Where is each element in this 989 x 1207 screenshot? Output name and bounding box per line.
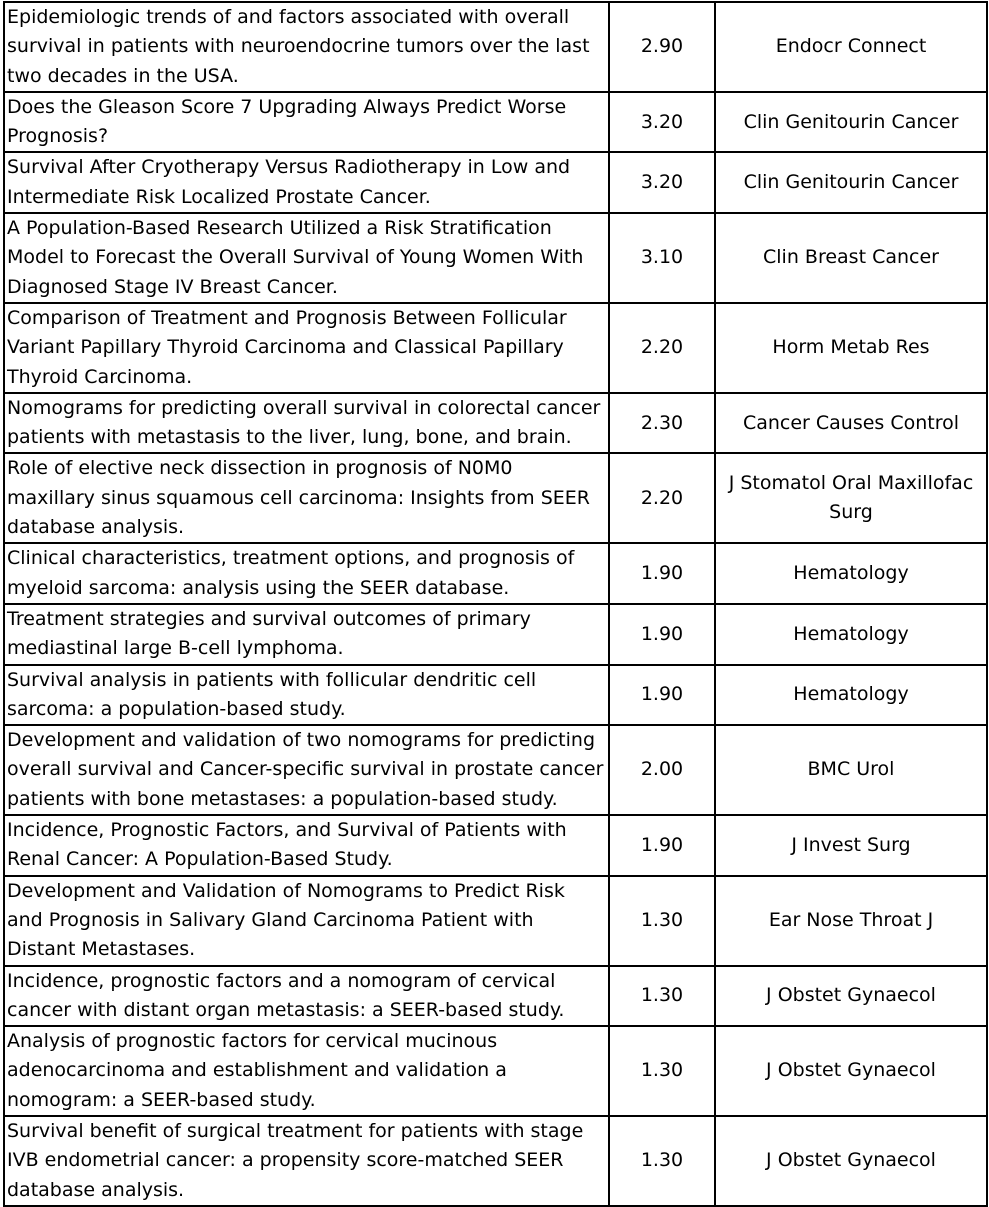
title-cell: Analysis of prognostic factors for cervical mucinous adenocarcinoma and establishment and validation a nomogram: a SEER-based study. <box>4 1026 609 1116</box>
impact-factor-cell: 2.20 <box>609 453 715 543</box>
title-cell: A Population-Based Research Utilized a Risk Stratification Model to Forecast the Overall Survival of Young Women With Diagnosed Stage IV Breast Cancer. <box>4 213 609 303</box>
impact-factor-cell: 1.90 <box>609 543 715 604</box>
table-row <box>4 966 987 1027</box>
impact-factor-cell: 1.30 <box>609 1116 715 1206</box>
impact-factor-cell: 2.30 <box>609 393 715 454</box>
impact-factor-cell: 3.20 <box>609 92 715 153</box>
journal-cell: Clin Genitourin Cancer <box>715 152 987 213</box>
title-cell: Clinical characteristics, treatment options, and prognosis of myeloid sarcoma: analysis using the SEER database. <box>4 543 609 604</box>
journal-cell: Cancer Causes Control <box>715 393 987 454</box>
title-cell: Comparison of Treatment and Prognosis Between Follicular Variant Papillary Thyroid Carcinoma and Classical Papillary Thyroid Carcinoma. <box>4 303 609 393</box>
impact-factor-cell: 3.10 <box>609 213 715 303</box>
journal-cell: Clin Breast Cancer <box>715 213 987 303</box>
publication-table-body <box>4 2 987 1206</box>
impact-factor-cell: 1.30 <box>609 876 715 966</box>
impact-factor-cell: 1.30 <box>609 1026 715 1116</box>
title-cell: Role of elective neck dissection in prognosis of N0M0 maxillary sinus squamous cell carcinoma: Insights from SEER database analysis. <box>4 453 609 543</box>
journal-cell: J Obstet Gynaecol <box>715 1026 987 1116</box>
journal-cell: BMC Urol <box>715 725 987 815</box>
impact-factor-cell: 1.30 <box>609 966 715 1027</box>
impact-factor-cell: 1.90 <box>609 815 715 876</box>
table-row <box>4 152 987 213</box>
journal-cell: J Stomatol Oral Maxillofac Surg <box>715 453 987 543</box>
title-cell: Incidence, prognostic factors and a nomogram of cervical cancer with distant organ metastasis: a SEER-based study. <box>4 966 609 1027</box>
title-cell: Incidence, Prognostic Factors, and Survival of Patients with Renal Cancer: A Population-Based Study. <box>4 815 609 876</box>
table-row <box>4 453 987 543</box>
impact-factor-cell: 3.20 <box>609 152 715 213</box>
title-cell: Nomograms for predicting overall survival in colorectal cancer patients with metastasis to the liver, lung, bone, and brain. <box>4 393 609 454</box>
impact-factor-cell: 2.90 <box>609 2 715 92</box>
table-row <box>4 543 987 604</box>
table-row <box>4 213 987 303</box>
impact-factor-cell: 1.90 <box>609 665 715 726</box>
journal-cell: J Obstet Gynaecol <box>715 966 987 1027</box>
journal-cell: J Invest Surg <box>715 815 987 876</box>
title-cell: Survival benefit of surgical treatment for patients with stage IVB endometrial cancer: a propensity score-matched SEER database analysis. <box>4 1116 609 1206</box>
title-cell: Survival After Cryotherapy Versus Radiotherapy in Low and Intermediate Risk Localized Prostate Cancer. <box>4 152 609 213</box>
table-row <box>4 725 987 815</box>
impact-factor-cell: 2.00 <box>609 725 715 815</box>
table-row <box>4 92 987 153</box>
table-row <box>4 303 987 393</box>
table-row <box>4 604 987 665</box>
title-cell: Survival analysis in patients with follicular dendritic cell sarcoma: a population-based study. <box>4 665 609 726</box>
journal-cell: J Obstet Gynaecol <box>715 1116 987 1206</box>
title-cell: Development and Validation of Nomograms to Predict Risk and Prognosis in Salivary Gland Carcinoma Patient with Distant Metastases. <box>4 876 609 966</box>
impact-factor-cell: 1.90 <box>609 604 715 665</box>
impact-factor-cell: 2.20 <box>609 303 715 393</box>
table-row <box>4 393 987 454</box>
title-cell: Does the Gleason Score 7 Upgrading Always Predict Worse Prognosis? <box>4 92 609 153</box>
table-row <box>4 815 987 876</box>
table-row <box>4 1116 987 1206</box>
journal-cell: Endocr Connect <box>715 2 987 92</box>
journal-cell: Clin Genitourin Cancer <box>715 92 987 153</box>
publication-table <box>3 1 988 1207</box>
title-cell: Epidemiologic trends of and factors associated with overall survival in patients with neuroendocrine tumors over the last two decades in the USA. <box>4 2 609 92</box>
journal-cell: Ear Nose Throat J <box>715 876 987 966</box>
journal-cell: Hematology <box>715 543 987 604</box>
title-cell: Treatment strategies and survival outcomes of primary mediastinal large B-cell lymphoma. <box>4 604 609 665</box>
publication-table-container <box>3 1 986 1207</box>
table-row <box>4 876 987 966</box>
table-row <box>4 1026 987 1116</box>
journal-cell: Hematology <box>715 665 987 726</box>
table-row <box>4 2 987 92</box>
title-cell: Development and validation of two nomograms for predicting overall survival and Cancer-specific survival in prostate cancer patients with bone metastases: a population-based study. <box>4 725 609 815</box>
journal-cell: Horm Metab Res <box>715 303 987 393</box>
table-row <box>4 665 987 726</box>
journal-cell: Hematology <box>715 604 987 665</box>
